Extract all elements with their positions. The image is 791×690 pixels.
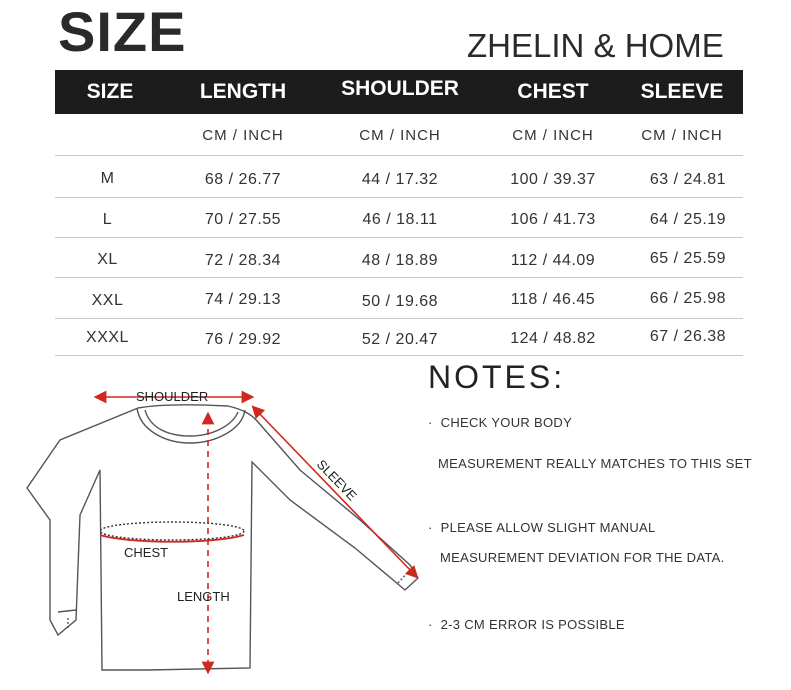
sleeve-cell: 65 / 25.59 bbox=[649, 250, 727, 267]
length-cell: 72 / 28.34 bbox=[204, 252, 282, 269]
unit-length: CM / INCH bbox=[202, 127, 284, 144]
shirt-outline bbox=[27, 405, 418, 670]
column-header-size: SIZE bbox=[86, 80, 134, 103]
sleeve-cell: 66 / 25.98 bbox=[649, 290, 727, 307]
unit-chest: CM / INCH bbox=[512, 127, 594, 144]
unit-shoulder: CM / INCH bbox=[359, 127, 441, 144]
chest-label: CHEST bbox=[124, 545, 169, 560]
length-cell: 68 / 26.77 bbox=[204, 171, 282, 188]
size-cell: XXXL bbox=[86, 329, 129, 346]
length-label: LENGTH bbox=[177, 589, 230, 604]
chest-cell: 106 / 41.73 bbox=[510, 211, 596, 228]
column-header-length: LENGTH bbox=[199, 80, 287, 103]
size-cell: XXL bbox=[91, 292, 124, 309]
chest-cell: 124 / 48.82 bbox=[510, 330, 596, 347]
bullet: · bbox=[428, 520, 433, 535]
row-divider bbox=[55, 197, 743, 198]
chest-arrow bbox=[100, 535, 244, 542]
notes-title: NOTES: bbox=[428, 359, 566, 395]
measurement-arrows bbox=[100, 397, 414, 668]
row-divider bbox=[55, 318, 743, 319]
row-divider bbox=[55, 237, 743, 238]
shoulder-cell: 44 / 17.32 bbox=[361, 171, 439, 188]
chest-cell: 100 / 39.37 bbox=[510, 171, 596, 188]
shoulder-cell: 52 / 20.47 bbox=[361, 331, 439, 348]
sleeve-label: SLEEVE bbox=[313, 456, 360, 504]
length-cell: 74 / 29.13 bbox=[204, 291, 282, 308]
row-divider bbox=[55, 355, 743, 356]
chest-outline bbox=[100, 522, 244, 540]
shoulder-cell: 48 / 18.89 bbox=[361, 252, 439, 269]
note-text: 2-3 CM ERROR IS POSSIBLE bbox=[440, 617, 625, 632]
shoulder-cell: 50 / 19.68 bbox=[361, 293, 439, 310]
sleeve-cell: 63 / 24.81 bbox=[649, 171, 727, 188]
shoulder-label: SHOULDER bbox=[136, 389, 209, 404]
page-title: SIZE bbox=[58, 0, 187, 63]
row-divider bbox=[55, 155, 743, 156]
unit-sleeve: CM / INCH bbox=[641, 127, 723, 144]
size-cell: M bbox=[100, 170, 115, 187]
note-text: PLEASE ALLOW SLIGHT MANUAL bbox=[440, 520, 656, 535]
size-cell: XL bbox=[97, 251, 118, 268]
bullet: · bbox=[428, 415, 433, 430]
bullet: · bbox=[428, 617, 433, 632]
sleeve-cell: 64 / 25.19 bbox=[649, 211, 727, 228]
note-text: CHECK YOUR BODY bbox=[440, 415, 573, 430]
sleeve-arrow bbox=[256, 410, 414, 574]
note-line: MEASUREMENT DEVIATION FOR THE DATA. bbox=[440, 550, 725, 565]
note-line bbox=[428, 519, 656, 537]
row-divider bbox=[55, 277, 743, 278]
chest-cell: 118 / 46.45 bbox=[510, 291, 596, 308]
column-header-shoulder: SHOULDER bbox=[341, 77, 459, 100]
size-cell: L bbox=[102, 211, 113, 228]
length-cell: 76 / 29.92 bbox=[204, 331, 282, 348]
note-line: MEASUREMENT REALLY MATCHES TO THIS SET bbox=[438, 456, 752, 471]
measurement-diagram bbox=[0, 360, 425, 690]
brand-name: ZHELIN & HOME bbox=[467, 27, 724, 64]
sleeve-cell: 67 / 26.38 bbox=[649, 328, 727, 345]
note-line bbox=[428, 414, 572, 432]
column-header-chest: CHEST bbox=[517, 80, 589, 103]
length-cell: 70 / 27.55 bbox=[204, 211, 282, 228]
column-header-sleeve: SLEEVE bbox=[640, 80, 724, 103]
note-line bbox=[428, 616, 625, 634]
chest-cell: 112 / 44.09 bbox=[510, 252, 596, 269]
shoulder-cell: 46 / 18.11 bbox=[362, 211, 438, 228]
